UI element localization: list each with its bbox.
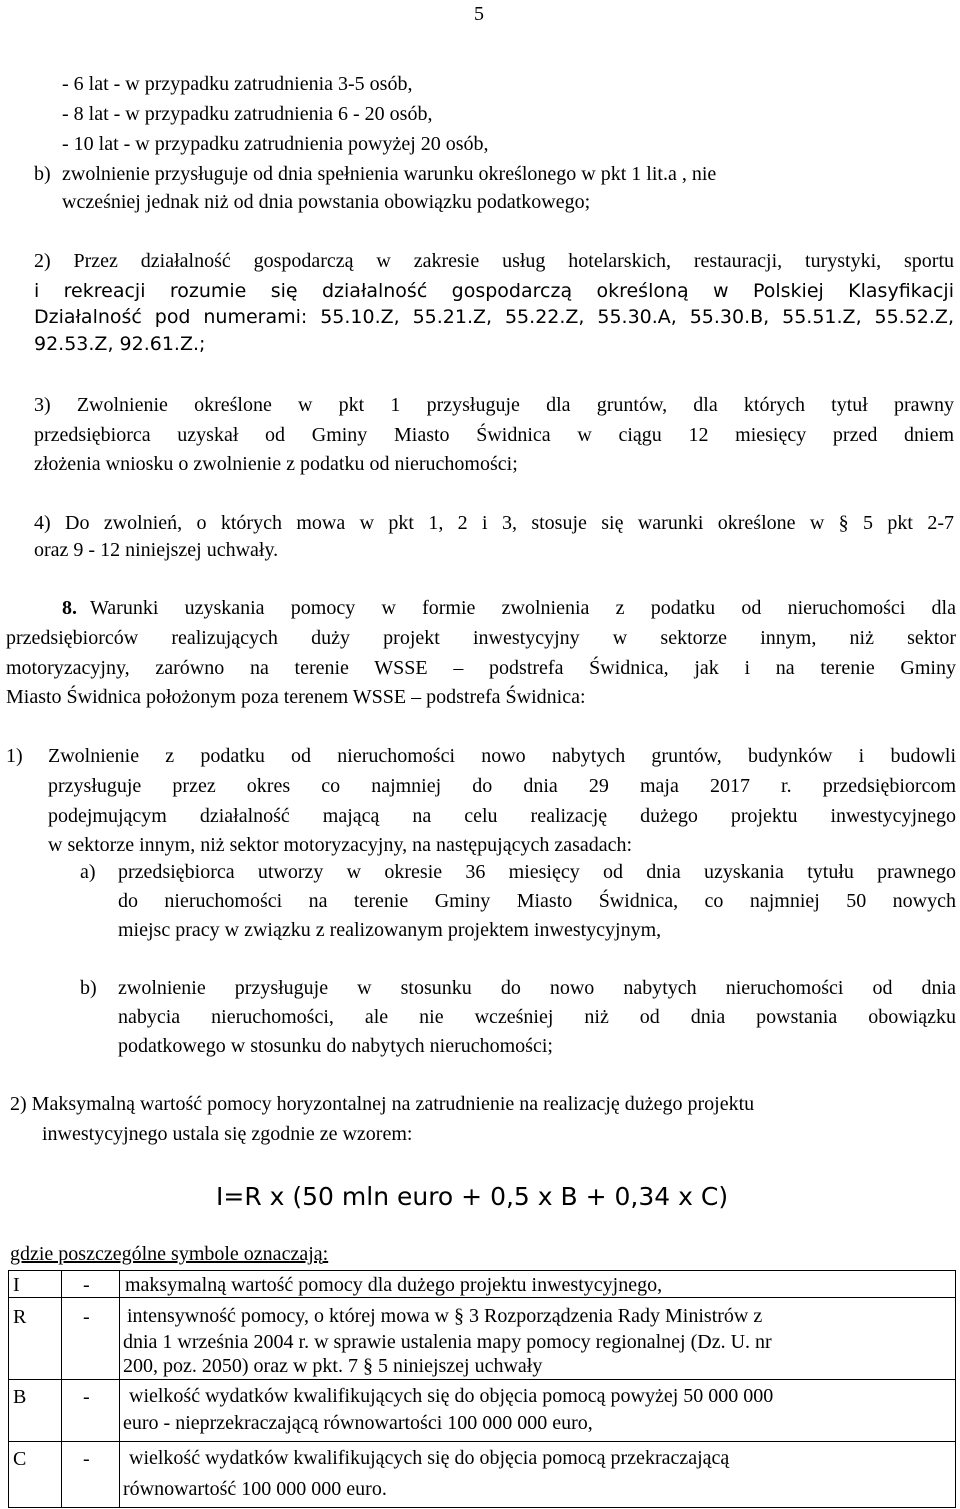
list-item: - 10 lat - w przypadku zatrudnienia powyżej 20 osób, <box>62 133 489 155</box>
section-number: 8. <box>62 597 77 619</box>
point3-line: złożenia wniosku o zwolnienie z podatku od nieruchomości; <box>34 453 518 475</box>
s8-point1-line: podejmującym działalność mającą na celu realizację dużego projektu inwestycyjnego <box>48 805 956 827</box>
s8-point1-line: w sektorze innym, niż sektor motoryzacyjny, na następujących zasadach: <box>48 834 633 856</box>
section8-line: Warunki uzyskania pomocy w formie zwolnienia z podatku od nieruchomości dla <box>90 597 956 619</box>
legend-dash: - <box>83 1306 90 1328</box>
legend-text: równowartość 100 000 000 euro. <box>123 1478 387 1500</box>
page-number: 5 <box>474 3 484 25</box>
point2-line: 92.53.Z, 92.61.Z.; <box>34 333 206 355</box>
s8-a-marker: a) <box>80 861 96 883</box>
s8-point1-line: Zwolnienie z podatku od nieruchomości nowo nabytych gruntów, budynków i budowli <box>48 745 956 767</box>
section8-line: przedsiębiorców realizujących duży projekt inwestycyjny w sektorze innym, niż sektor <box>6 627 956 649</box>
s8-a-line: miejsc pracy w związku z realizowanym projektem inwestycyjnym, <box>118 919 662 941</box>
point4-line: 4) Do zwolnień, o których mowa w pkt 1, 2 i 3, stosuje się warunki określone w § 5 pkt 2-7 <box>34 512 954 534</box>
item-b-line: zwolnienie przysługuje od dnia spełnienia warunku określonego w pkt 1 lit.a , nie <box>62 163 717 185</box>
s8-b-marker: b) <box>80 977 97 999</box>
legend-dash: - <box>83 1386 90 1408</box>
list-item: - 8 lat - w przypadku zatrudnienia 6 - 20 osób, <box>62 103 433 125</box>
legend-table <box>8 1270 956 1508</box>
row-divider <box>9 1379 955 1380</box>
s8-b-line: zwolnienie przysługuje w stosunku do nowo nabytych nieruchomości od dnia <box>118 977 956 999</box>
point3-line: przedsiębiorca uzyskał od Gminy Miasto Świdnica w ciągu 12 miesięcy przed dniem <box>34 424 954 446</box>
formula: I=R x (50 mln euro + 0,5 x B + 0,34 x C) <box>216 1182 729 1211</box>
s8-b-line: nabycia nieruchomości, ale nie wcześniej niż od dnia powstania obowiązku <box>118 1006 956 1028</box>
item-b-marker: b) <box>34 163 51 185</box>
point3-line: 3) Zwolnienie określone w pkt 1 przysługuje dla gruntów, dla których tytuł prawny <box>34 394 954 416</box>
legend-text: wielkość wydatków kwalifikujących się do objęcia pomocą przekraczającą <box>129 1447 730 1469</box>
legend-text: dnia 1 września 2004 r. w sprawie ustalenia mapy pomocy regionalnej (Dz. U. nr <box>123 1331 772 1353</box>
s8-a-line: do nieruchomości na terenie Gminy Miasto Świdnica, co najmniej 50 nowych <box>118 890 956 912</box>
row-divider <box>9 1441 955 1442</box>
legend-heading: gdzie poszczególne symbole oznaczają: <box>10 1243 329 1265</box>
list-item: - 6 lat - w przypadku zatrudnienia 3-5 osób, <box>62 73 413 95</box>
point2-line: Działalność pod numerami: 55.10.Z, 55.21.Z, 55.22.Z, 55.30.A, 55.30.B, 55.51.Z, 55.52.Z, <box>34 306 954 328</box>
column-divider <box>119 1271 120 1507</box>
point4-line: oraz 9 - 12 niniejszej uchwały. <box>34 539 279 561</box>
legend-symbol: C <box>13 1448 27 1470</box>
column-divider <box>61 1271 62 1507</box>
s8-point1-marker: 1) <box>6 745 23 767</box>
legend-symbol: I <box>13 1274 20 1296</box>
legend-text: euro - nieprzekraczającą równowartości 100 000 000 euro, <box>123 1412 593 1434</box>
s8-point2-line: inwestycyjnego ustala się zgodnie ze wzorem: <box>42 1123 413 1145</box>
s8-point1-line: przysługuje przez okres co najmniej do dnia 29 maja 2017 r. przedsiębiorcom <box>48 775 956 797</box>
s8-b-line: podatkowego w stosunku do nabytych nieruchomości; <box>118 1035 553 1057</box>
legend-dash: - <box>83 1274 90 1296</box>
point2-line: 2) Przez działalność gospodarczą w zakresie usług hotelarskich, restauracji, turystyki, sportu <box>34 250 954 272</box>
section8-line: motoryzacyjny, zarówno na terenie WSSE – podstrefa Świdnica, jak i na terenie Gminy <box>6 657 956 679</box>
s8-a-line: przedsiębiorca utworzy w okresie 36 miesięcy od dnia uzyskania tytułu prawnego <box>118 861 956 883</box>
legend-text: 200, poz. 2050) oraz w pkt. 7 § 5 niniejszej uchwały <box>123 1355 543 1377</box>
legend-text: maksymalną wartość pomocy dla dużego projektu inwestycyjnego, <box>125 1274 663 1296</box>
legend-text: wielkość wydatków kwalifikujących się do objęcia pomocą powyżej 50 000 000 <box>129 1385 774 1407</box>
item-b-line: wcześniej jednak niż od dnia powstania obowiązku podatkowego; <box>62 191 591 213</box>
point2-line: i rekreacji rozumie się działalność gospodarczą określoną w Polskiej Klasyfikacji <box>34 280 954 302</box>
section8-line: Miasto Świdnica położonym poza terenem WSSE – podstrefa Świdnica: <box>6 686 586 708</box>
s8-point2-line: 2) Maksymalną wartość pomocy horyzontalnej na zatrudnienie na realizację dużego projektu <box>10 1093 755 1115</box>
legend-symbol: B <box>13 1386 27 1408</box>
legend-symbol: R <box>13 1306 27 1328</box>
legend-dash: - <box>83 1448 90 1470</box>
legend-text: intensywność pomocy, o której mowa w § 3 Rozporządzenia Rady Ministrów z <box>127 1305 763 1327</box>
